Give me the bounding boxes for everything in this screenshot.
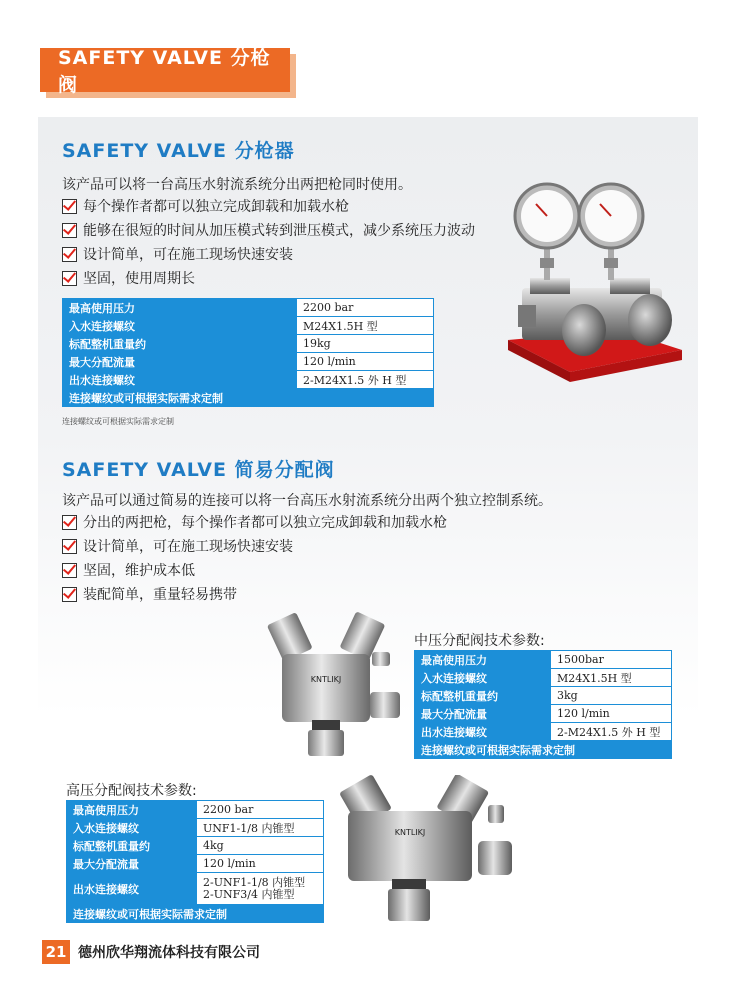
high-spec-caption: 高压分配阀技术参数: (66, 783, 197, 799)
section2-features (62, 510, 447, 606)
medium-valve-mark: KNTLIKJ (310, 675, 342, 684)
table-row: 最高使用压力 2200 bar (67, 801, 324, 819)
feature-item: 设计简单，可在施工现场快速安装 (62, 534, 447, 558)
table-row: 出水连接螺纹 2-M24X1.5 外 H 型 (63, 371, 434, 389)
section1-intro: 该产品可以将一台高压水射流系统分出两把枪同时使用。 (62, 177, 412, 193)
page-banner (40, 47, 290, 96)
feature-item: 坚固，维护成本低 (62, 558, 447, 582)
table-row: 出水连接螺纹 2-UNF1-1/8 内锥型 2-UNF3/4 内锥型 (67, 873, 324, 905)
table-row: 标配整机重量约 19kg (63, 335, 434, 353)
checkbox-icon (62, 271, 77, 286)
table-row: 最大分配流量 120 l/min (63, 353, 434, 371)
section1-spec-table (62, 298, 434, 407)
feature-item: 分出的两把枪，每个操作者都可以独立完成卸载和加载水枪 (62, 510, 447, 534)
feature-item: 每个操作者都可以独立完成卸载和加载水枪 (62, 194, 475, 218)
table-row: 出水连接螺纹 2-M24X1.5 外 H 型 (415, 723, 672, 741)
feature-item: 坚固，使用周期长 (62, 266, 475, 290)
table-footer-row: 连接螺纹或可根据实际需求定制 (63, 389, 434, 407)
table-row: 标配整机重量约 4kg (67, 837, 324, 855)
section2-intro: 该产品可以通过简易的连接可以将一台高压水射流系统分出两个独立控制系统。 (62, 493, 552, 509)
checkbox-icon (62, 563, 77, 578)
medium-valve-photo (262, 612, 412, 762)
table-row: 标配整机重量约 3kg (415, 687, 672, 705)
table-footer-row: 连接螺纹或可根据实际需求定制 (415, 741, 672, 759)
table-row: 最高使用压力 2200 bar (63, 299, 434, 317)
page-number: 21 (42, 940, 70, 964)
table-footer-row: 连接螺纹或可根据实际需求定制 (67, 905, 324, 923)
table-row: 入水连接螺纹 M24X1.5H 型 (415, 669, 672, 687)
company-name: 德州欣华翔流体科技有限公司 (78, 945, 260, 961)
gun-splitter-photo (500, 180, 690, 405)
section2-title: SAFETY VALVE 简易分配阀 (62, 459, 335, 481)
section1-features (62, 194, 475, 290)
high-valve-photo (340, 775, 530, 925)
table-row: 最大分配流量 120 l/min (67, 855, 324, 873)
section1-title: SAFETY VALVE 分枪器 (62, 140, 295, 162)
checkbox-icon (62, 515, 77, 530)
banner-title: SAFETY VALVE 分枪阀 (58, 47, 271, 96)
checkbox-icon (62, 539, 77, 554)
feature-item: 装配简单，重量轻易携带 (62, 582, 447, 606)
table-row: 入水连接螺纹 M24X1.5H 型 (63, 317, 434, 335)
high-spec-table (66, 800, 324, 923)
table-row: 最高使用压力 1500bar (415, 651, 672, 669)
feature-item: 设计简单，可在施工现场快速安装 (62, 242, 475, 266)
medium-spec-caption: 中压分配阀技术参数: (414, 633, 545, 649)
section1-note: 连接螺纹或可根据实际需求定制 (62, 417, 174, 426)
table-row: 入水连接螺纹 UNF1-1/8 内锥型 (67, 819, 324, 837)
medium-spec-table (414, 650, 672, 759)
feature-item: 能够在很短的时间从加压模式转到泄压模式，减少系统压力波动 (62, 218, 475, 242)
checkbox-icon (62, 247, 77, 262)
checkbox-icon (62, 223, 77, 238)
checkbox-icon (62, 587, 77, 602)
checkbox-icon (62, 199, 77, 214)
table-row: 最大分配流量 120 l/min (415, 705, 672, 723)
high-valve-mark: KNTLIKJ (394, 828, 426, 837)
